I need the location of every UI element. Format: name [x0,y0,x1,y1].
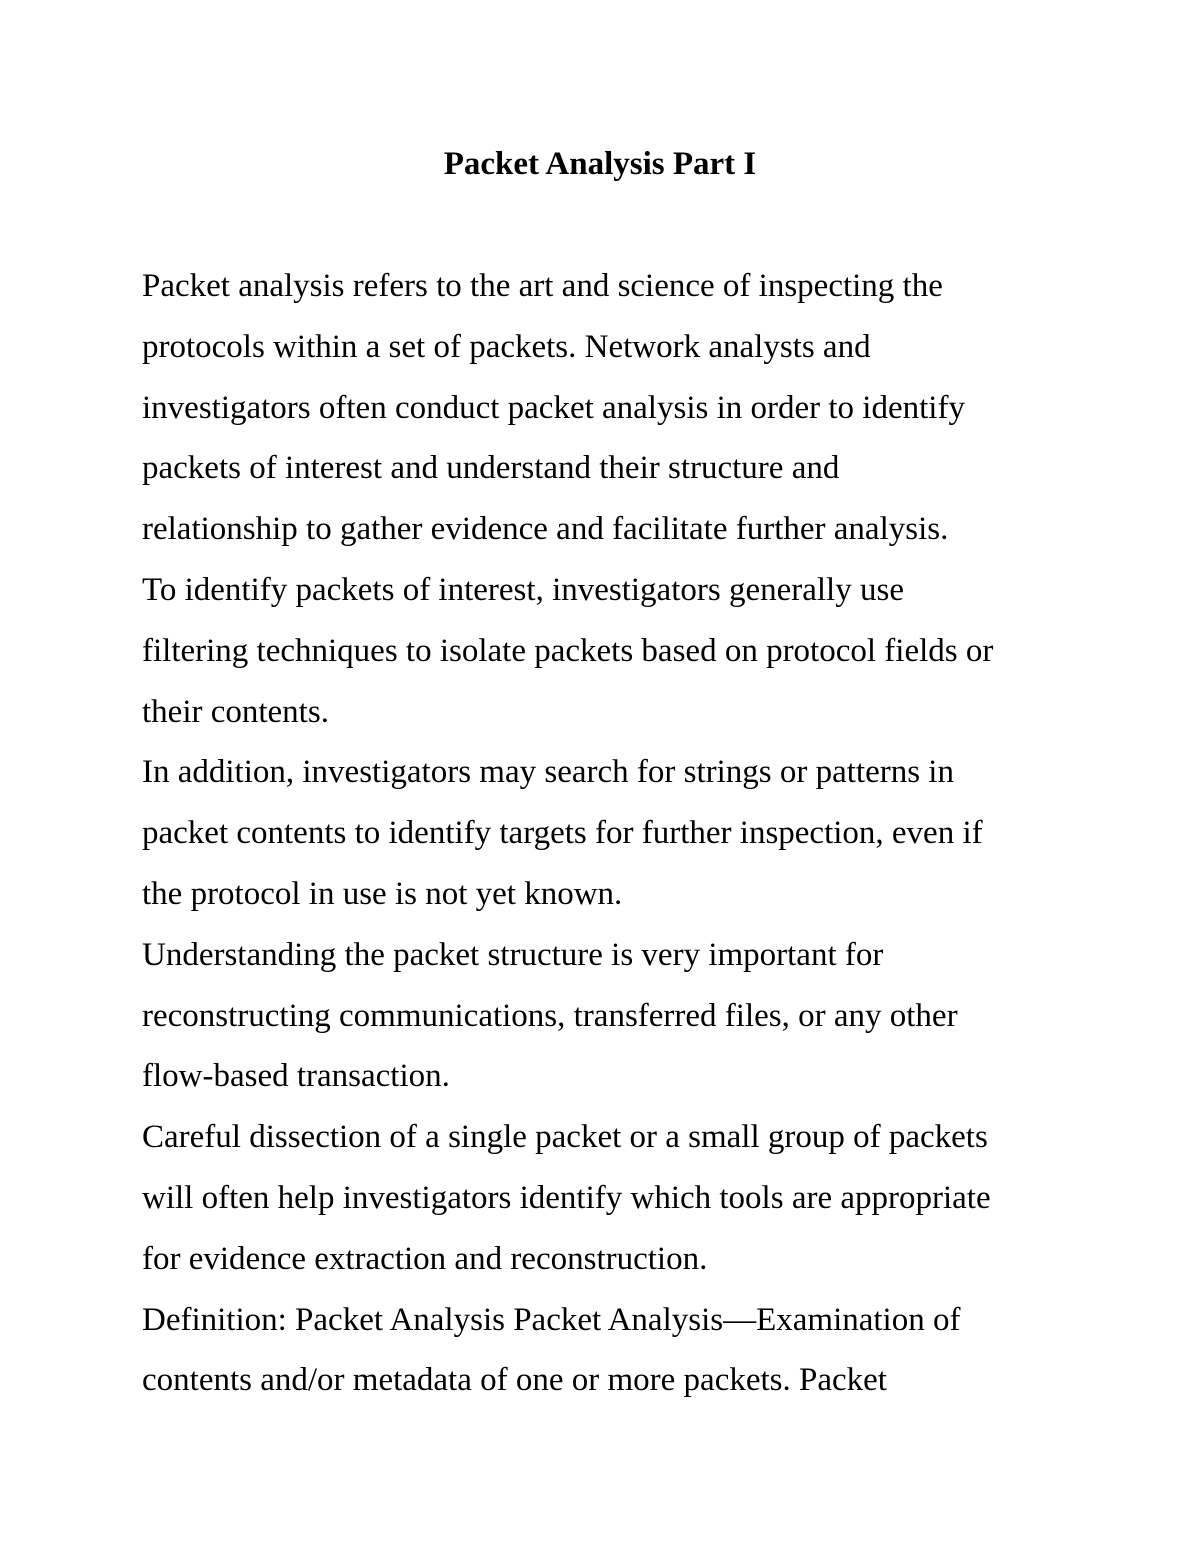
text-line: Packet analysis refers to the art and science of inspecting the [142,268,943,304]
text-line: Understanding the packet structure is very important for [142,936,884,973]
text-line: reconstructing communications, transferred files, or any other [142,997,958,1034]
text-line: protocols within a set of packets. Network analysts and [142,328,871,365]
document-body [142,256,1082,1411]
text-line: packets of interest and understand their structure and [142,450,840,487]
page-title: Packet Analysis Part I [443,146,757,182]
text-line: investigators often conduct packet analysis in order to identify [142,389,965,426]
text-line: their contents. [142,693,329,730]
text-line: relationship to gather evidence and facilitate further analysis. [142,511,949,548]
text-line: packet contents to identify targets for further inspection, even if [142,815,983,852]
text-line: Definition: Packet Analysis Packet Analysis—Examination of [142,1301,961,1338]
text-line: will often help investigators identify which tools are appropriate [142,1179,991,1216]
text-line: contents and/or metadata of one or more packets. Packet [142,1362,887,1399]
text-line: flow-based transaction. [142,1058,450,1095]
text-line: Careful dissection of a single packet or a small group of packets [142,1119,988,1156]
text-line: the protocol in use is not yet known. [142,875,623,912]
text-line: for evidence extraction and reconstruction. [142,1240,708,1277]
text-line: In addition, investigators may search for strings or patterns in [142,754,954,791]
text-line: filtering techniques to isolate packets based on protocol fields or [142,632,994,669]
text-line: To identify packets of interest, investigators generally use [142,571,904,608]
